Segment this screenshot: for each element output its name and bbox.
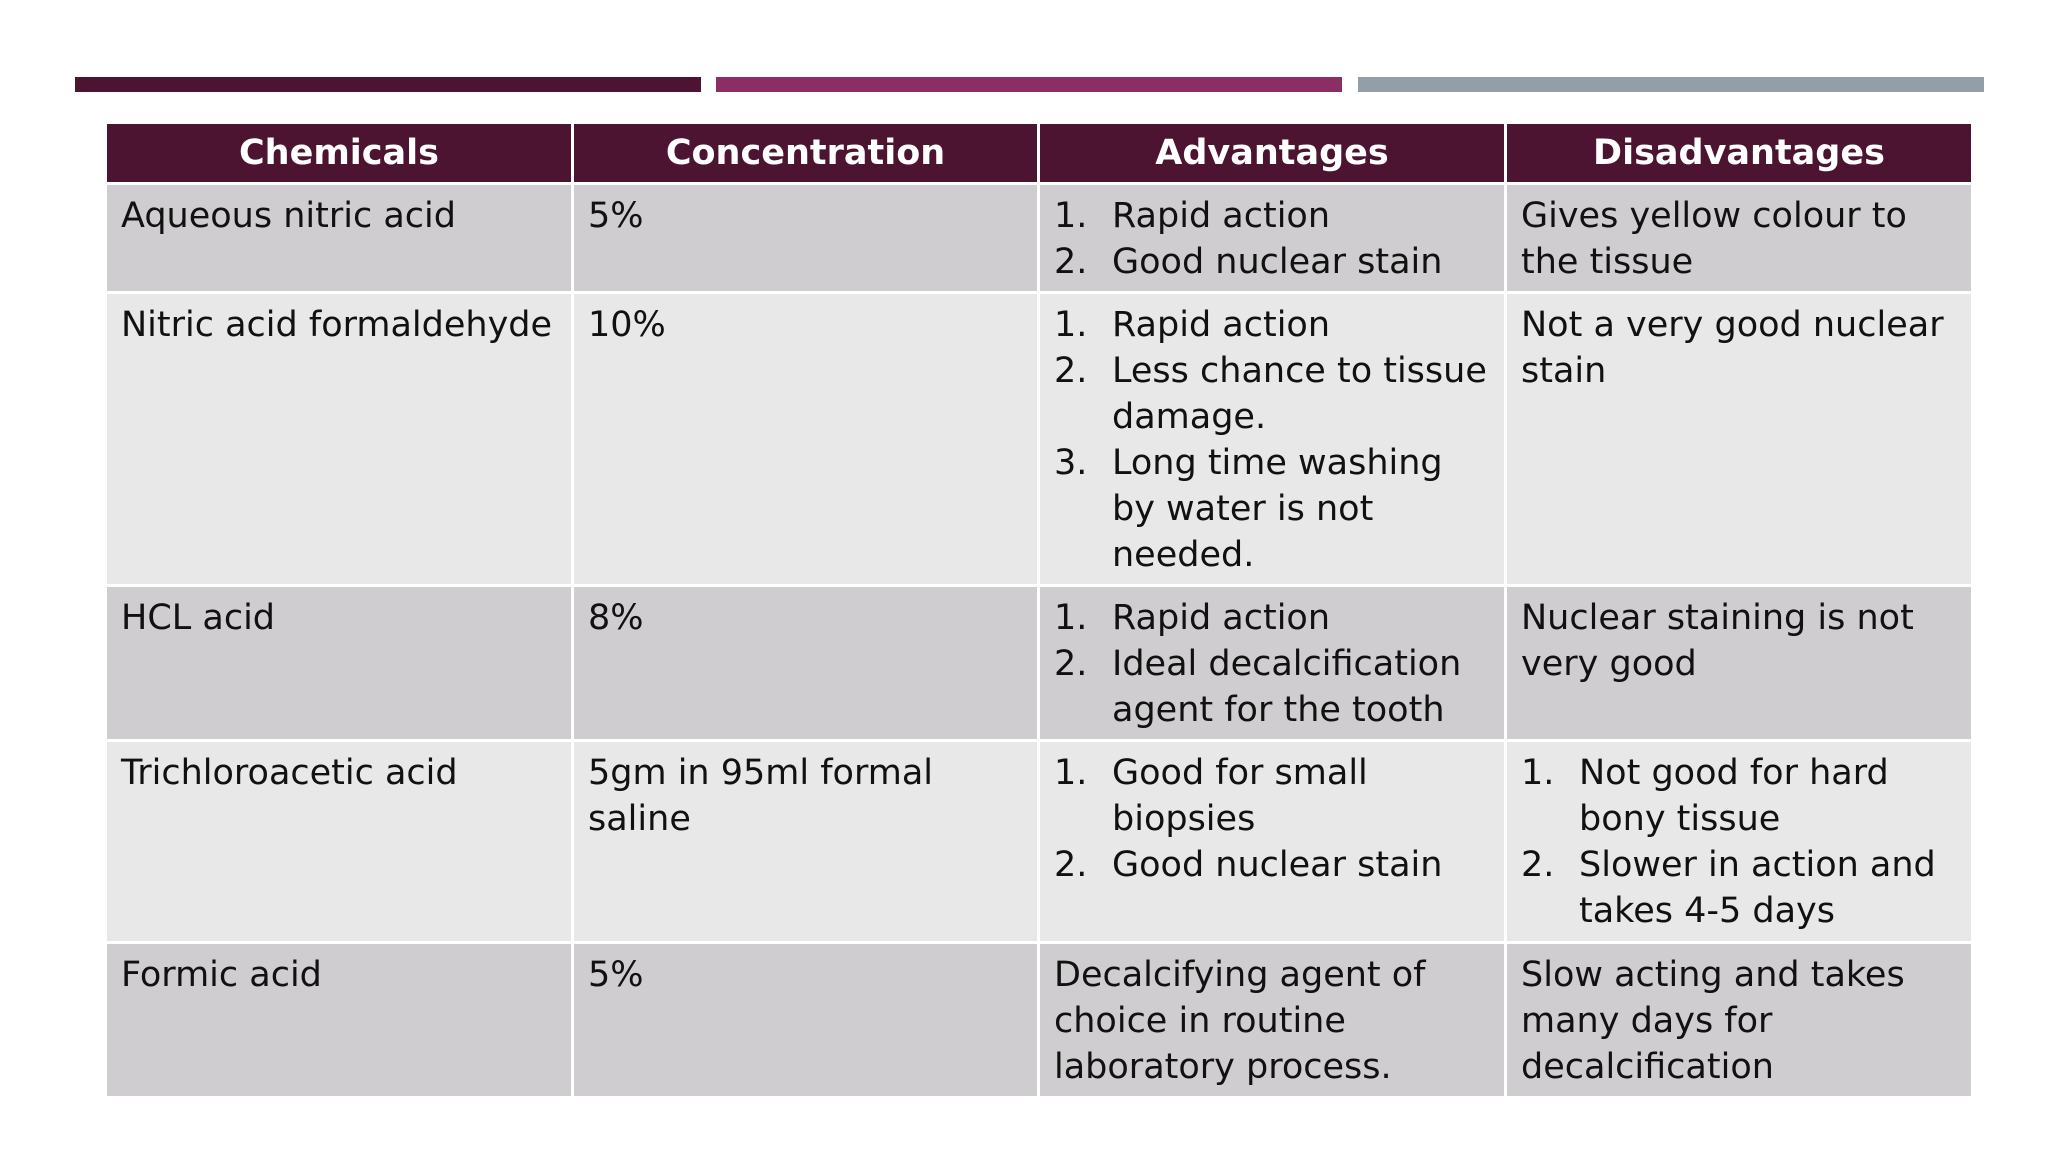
table-row	[106, 293, 1973, 586]
list-item: 1. Rapid action	[1054, 196, 1331, 236]
cell-disadvantages: Not a very good nuclear stain	[1506, 293, 1973, 586]
cell-concentration: 10%	[573, 293, 1039, 586]
accent-bar-gray	[1358, 77, 1984, 92]
table-row	[106, 586, 1973, 741]
advantages-list	[1054, 193, 1490, 285]
advantages-list	[1054, 750, 1490, 888]
header-chemicals: Chemicals	[106, 123, 573, 184]
list-item: 2. Slower in action and takes 4-5 days	[1521, 845, 1936, 931]
list-item: 1. Rapid action	[1054, 305, 1331, 345]
cell-disadvantages: Nuclear staining is not very good	[1506, 586, 1973, 741]
cell-chemical: Formic acid	[106, 943, 573, 1098]
advantages-list	[1054, 595, 1490, 733]
table-row	[106, 741, 1973, 943]
cell-chemical: Aqueous nitric acid	[106, 184, 573, 293]
accent-bar-dark	[75, 77, 701, 92]
list-item: 2. Good nuclear stain	[1054, 242, 1443, 282]
list-item: 2. Good nuclear stain	[1054, 845, 1443, 885]
cell-advantages: Decalcifying agent of choice in routine laboratory process.	[1039, 943, 1506, 1098]
advantages-list	[1054, 302, 1490, 578]
table-row	[106, 943, 1973, 1098]
decalcifying-agents-table	[104, 121, 1974, 1099]
cell-disadvantages: Gives yellow colour to the tissue	[1506, 184, 1973, 293]
cell-concentration: 8%	[573, 586, 1039, 741]
accent-bar-magenta	[716, 77, 1342, 92]
table-row	[106, 184, 1973, 293]
list-item: 3. Long time washing by water is not needed.	[1054, 443, 1443, 575]
cell-advantages	[1039, 293, 1506, 586]
cell-disadvantages: Slow acting and takes many days for decalcification	[1506, 943, 1973, 1098]
disadvantages-list	[1521, 750, 1957, 934]
list-item: 1. Rapid action	[1054, 598, 1331, 638]
cell-advantages	[1039, 184, 1506, 293]
cell-chemical: Trichloroacetic acid	[106, 741, 573, 943]
cell-advantages	[1039, 586, 1506, 741]
cell-concentration: 5gm in 95ml formal saline	[573, 741, 1039, 943]
cell-concentration: 5%	[573, 184, 1039, 293]
list-item: 2. Less chance to tissue damage.	[1054, 351, 1487, 437]
cell-disadvantages	[1506, 741, 1973, 943]
cell-chemical: Nitric acid formaldehyde	[106, 293, 573, 586]
table-header-row	[106, 123, 1973, 184]
header-advantages: Advantages	[1039, 123, 1506, 184]
list-item: 2. Ideal decalcification agent for the tooth	[1054, 644, 1462, 730]
cell-concentration: 5%	[573, 943, 1039, 1098]
cell-advantages	[1039, 741, 1506, 943]
header-concentration: Concentration	[573, 123, 1039, 184]
cell-chemical: HCL acid	[106, 586, 573, 741]
list-item: 1. Good for small biopsies	[1054, 753, 1368, 839]
list-item: 1. Not good for hard bony tissue	[1521, 753, 1889, 839]
header-disadvantages: Disadvantages	[1506, 123, 1973, 184]
